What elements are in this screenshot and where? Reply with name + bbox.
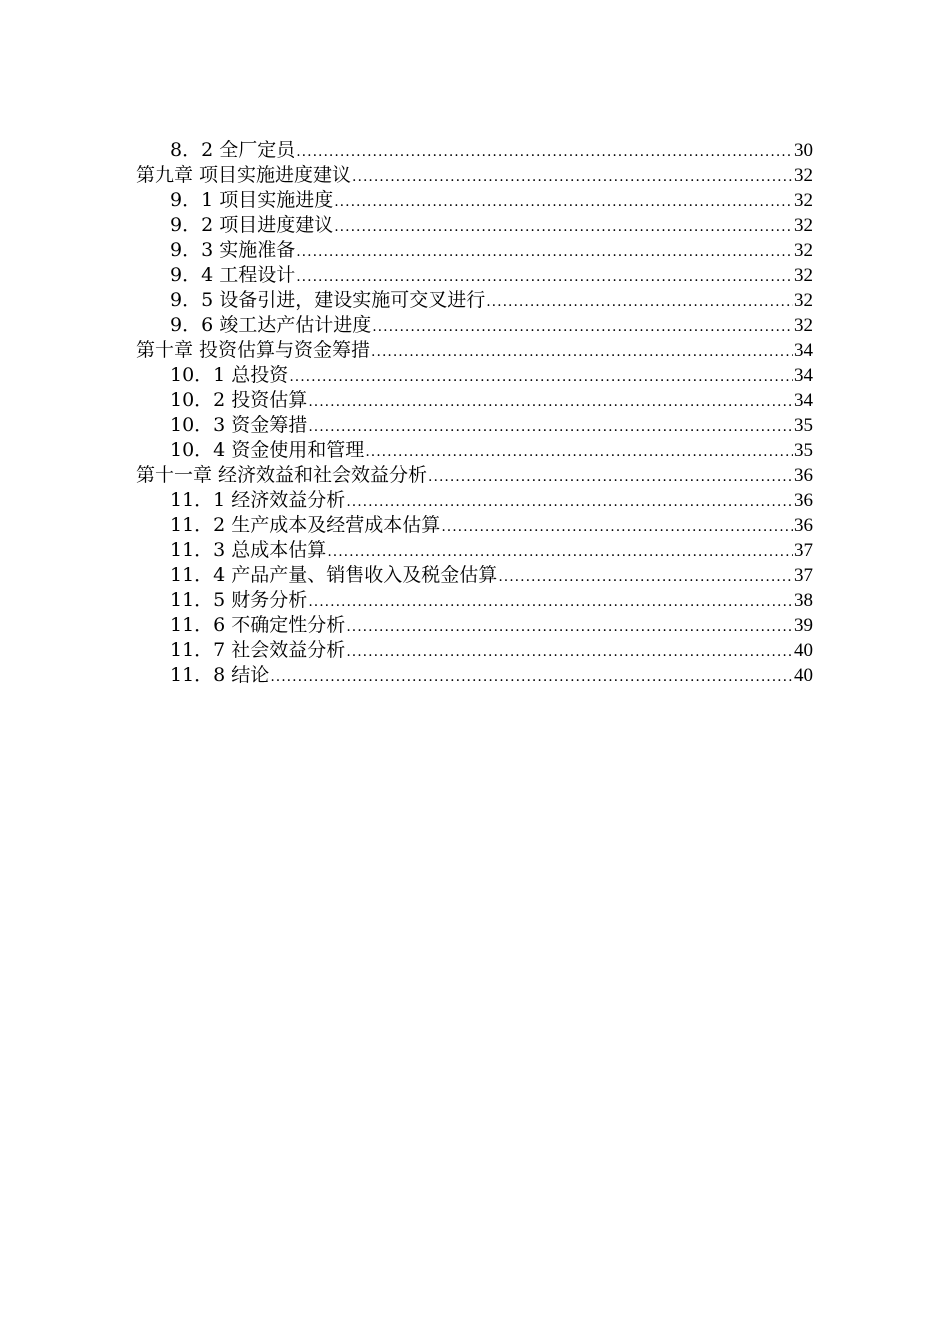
toc-dot-leader — [352, 165, 793, 190]
toc-entry-page: 37 — [794, 540, 813, 561]
toc-dot-leader — [334, 215, 793, 240]
table-of-contents — [136, 138, 813, 688]
toc-entry-page: 38 — [794, 590, 813, 611]
toc-entry-title: 9．6 竣工达产估计进度 — [170, 314, 372, 336]
toc-entry-title: 9．1 项目实施进度 — [170, 189, 334, 211]
toc-entry-title: 10．2 投资估算 — [170, 389, 308, 411]
toc-entry-title: 11．5 财务分析 — [170, 589, 308, 611]
toc-entry-title: 11．2 生产成本及经营成本估算 — [170, 514, 441, 536]
toc-entry-title: 8．2 全厂定员 — [170, 139, 296, 161]
toc-entry[interactable] — [136, 613, 813, 638]
toc-entry[interactable] — [136, 513, 813, 538]
toc-entry-title: 11．8 结论 — [170, 664, 270, 686]
toc-entry-page: 35 — [794, 440, 813, 461]
toc-entry-page: 34 — [794, 390, 813, 411]
toc-entry-page: 34 — [794, 340, 813, 361]
toc-entry-title: 10．3 资金筹措 — [170, 414, 308, 436]
toc-entry-title: 9．2 项目进度建议 — [170, 214, 334, 236]
toc-entry[interactable] — [136, 588, 813, 613]
toc-entry[interactable] — [136, 563, 813, 588]
toc-chapter-entry[interactable] — [136, 163, 813, 188]
toc-entry[interactable] — [136, 213, 813, 238]
toc-entry[interactable] — [136, 538, 813, 563]
toc-dot-leader — [365, 440, 793, 465]
toc-dot-leader — [308, 590, 793, 615]
toc-entry-title: 11．4 产品产量、销售收入及税金估算 — [170, 564, 498, 586]
toc-dot-leader — [346, 615, 793, 640]
toc-entry-page: 32 — [794, 265, 813, 286]
toc-entry[interactable] — [136, 238, 813, 263]
toc-entry-title: 第十一章 经济效益和社会效益分析 — [136, 464, 428, 486]
toc-entry-title: 9．4 工程设计 — [170, 264, 296, 286]
toc-entry-page: 35 — [794, 415, 813, 436]
toc-dot-leader — [334, 190, 793, 215]
toc-entry-title: 11．3 总成本估算 — [170, 539, 327, 561]
toc-dot-leader — [296, 265, 793, 290]
toc-entry-page: 40 — [794, 665, 813, 686]
toc-entry[interactable] — [136, 363, 813, 388]
toc-entry-title: 10．4 资金使用和管理 — [170, 439, 365, 461]
toc-dot-leader — [346, 640, 793, 665]
toc-entry-title: 11．7 社会效益分析 — [170, 639, 346, 661]
toc-entry-page: 36 — [794, 490, 813, 511]
toc-entry[interactable] — [136, 288, 813, 313]
toc-entry-page: 32 — [794, 190, 813, 211]
toc-dot-leader — [296, 140, 793, 165]
toc-dot-leader — [371, 340, 793, 365]
toc-chapter-entry[interactable] — [136, 338, 813, 363]
toc-entry-title: 9．3 实施准备 — [170, 239, 296, 261]
toc-dot-leader — [308, 415, 793, 440]
toc-entry[interactable] — [136, 413, 813, 438]
toc-entry-page: 34 — [794, 365, 813, 386]
toc-entry[interactable] — [136, 188, 813, 213]
toc-dot-leader — [441, 515, 793, 540]
toc-entry[interactable] — [136, 488, 813, 513]
toc-dot-leader — [486, 290, 793, 315]
toc-entry-page: 40 — [794, 640, 813, 661]
toc-dot-leader — [327, 540, 793, 565]
toc-chapter-entry[interactable] — [136, 463, 813, 488]
toc-dot-leader — [289, 365, 793, 390]
toc-entry-page: 32 — [794, 165, 813, 186]
toc-dot-leader — [428, 465, 793, 490]
toc-entry-title: 第十章 投资估算与资金筹措 — [136, 339, 371, 361]
toc-entry[interactable] — [136, 313, 813, 338]
toc-entry[interactable] — [136, 138, 813, 163]
toc-entry-page: 36 — [794, 515, 813, 536]
toc-dot-leader — [498, 565, 793, 590]
toc-entry[interactable] — [136, 388, 813, 413]
toc-entry-title: 第九章 项目实施进度建议 — [136, 164, 352, 186]
toc-entry[interactable] — [136, 663, 813, 688]
toc-entry-page: 39 — [794, 615, 813, 636]
toc-entry-title: 11．1 经济效益分析 — [170, 489, 346, 511]
toc-entry[interactable] — [136, 438, 813, 463]
toc-entry-title: 9．5 设备引进，建设实施可交叉进行 — [170, 289, 486, 311]
toc-entry-page: 36 — [794, 465, 813, 486]
toc-entry[interactable] — [136, 263, 813, 288]
toc-dot-leader — [296, 240, 793, 265]
toc-entry-page: 32 — [794, 215, 813, 236]
toc-entry-page: 32 — [794, 240, 813, 261]
toc-entry-page: 37 — [794, 565, 813, 586]
toc-entry[interactable] — [136, 638, 813, 663]
toc-dot-leader — [372, 315, 793, 340]
toc-entry-page: 32 — [794, 315, 813, 336]
toc-dot-leader — [308, 390, 793, 415]
toc-entry-title: 11．6 不确定性分析 — [170, 614, 346, 636]
toc-entry-page: 30 — [794, 140, 813, 161]
toc-entry-page: 32 — [794, 290, 813, 311]
toc-dot-leader — [270, 665, 793, 690]
toc-entry-title: 10．1 总投资 — [170, 364, 289, 386]
toc-dot-leader — [346, 490, 793, 515]
